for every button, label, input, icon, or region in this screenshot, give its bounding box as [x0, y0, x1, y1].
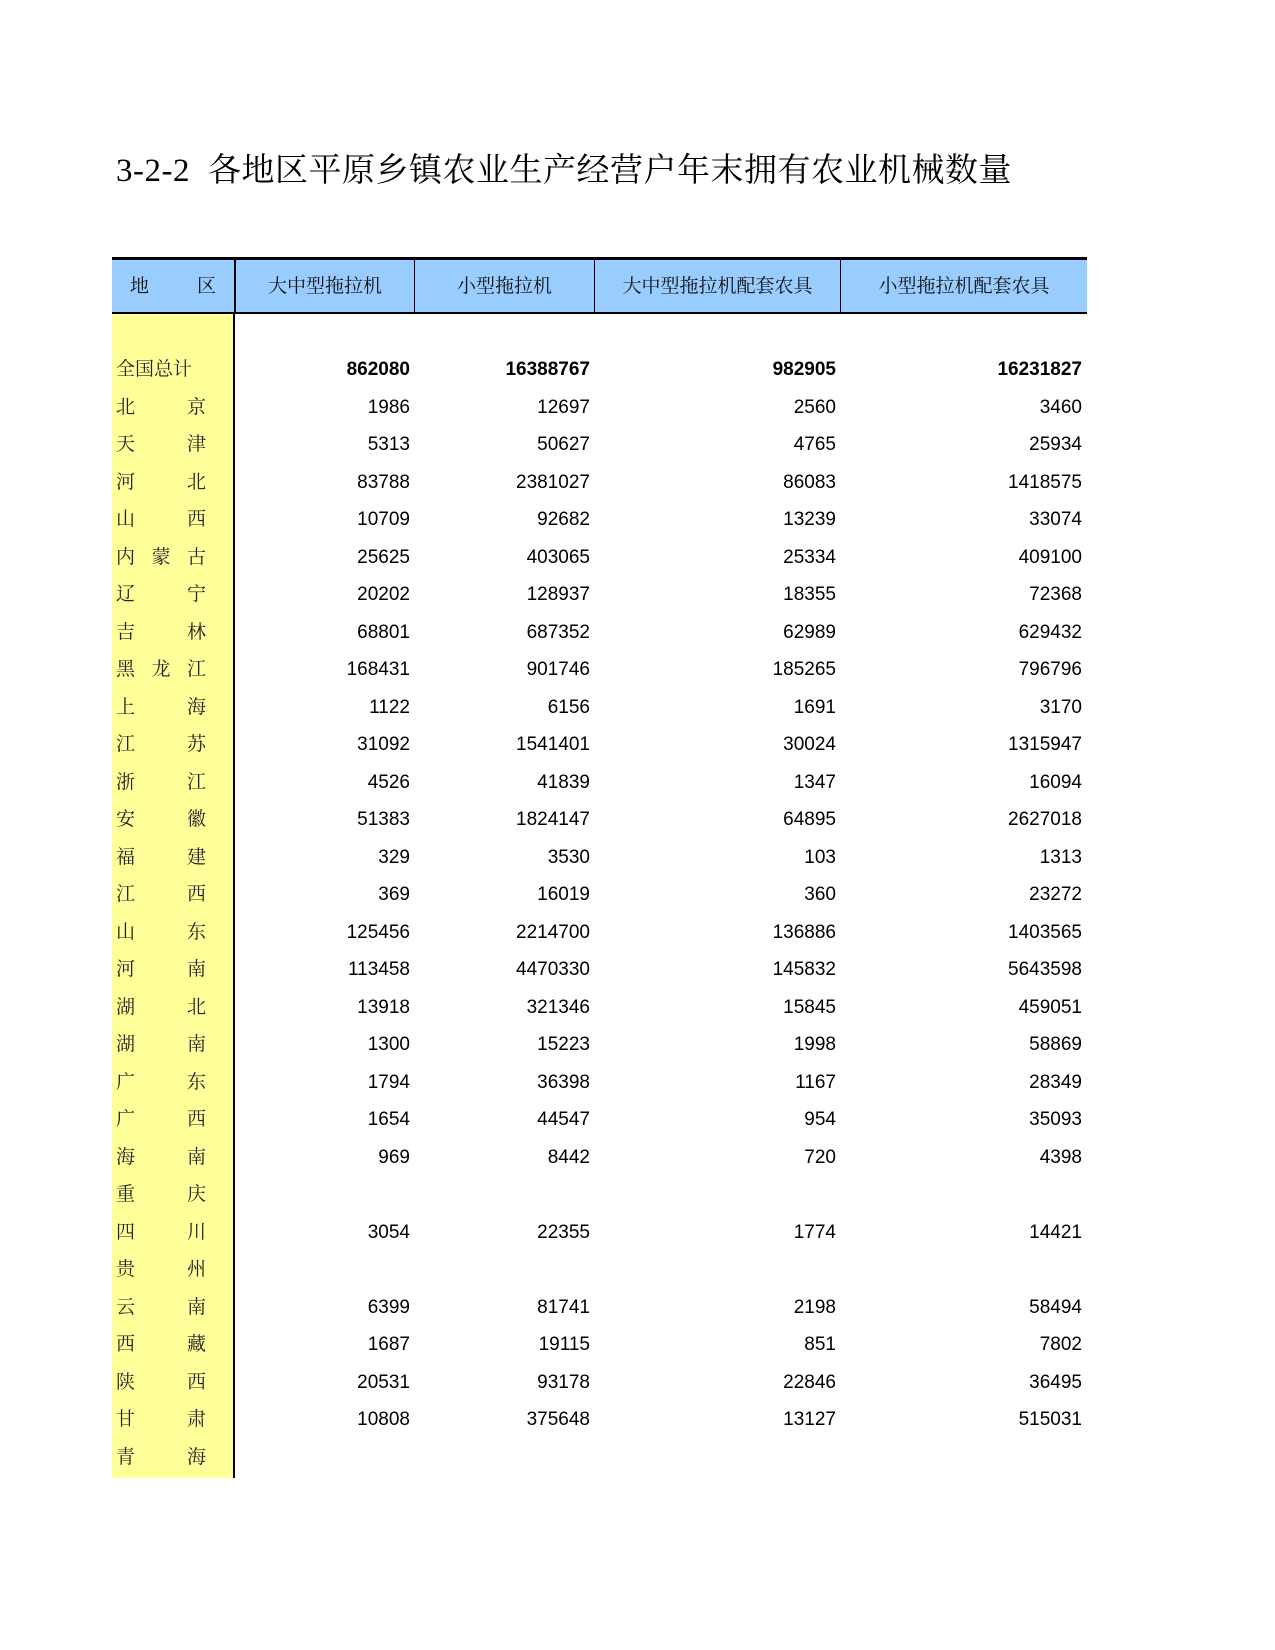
value-small-implements: 16231827: [997, 359, 1082, 380]
table-row: [112, 1289, 1087, 1327]
value-small-tractors: 16388767: [505, 359, 590, 380]
table-row: [112, 1214, 1087, 1252]
value-small-implements: 515031: [1018, 1409, 1082, 1430]
value-small-implements: 1403565: [1008, 921, 1082, 943]
value-small-implements: 58869: [1029, 1034, 1082, 1055]
region-name-part: 西: [186, 508, 206, 530]
region-name: [116, 576, 206, 614]
value-small-tractors: 2214700: [516, 921, 590, 943]
value-large-medium-tractors: 51383: [357, 809, 410, 830]
value-small-implements: 409100: [1018, 546, 1082, 568]
value-small-tractors: 901746: [526, 659, 590, 680]
region-name-part: 湖: [116, 1033, 136, 1055]
table-row: [112, 989, 1087, 1027]
table-row: [112, 576, 1087, 614]
region-name: [116, 1101, 206, 1139]
region-name: [116, 501, 206, 539]
value-small-implements: 7802: [1039, 1334, 1082, 1355]
table-row: [112, 839, 1087, 877]
table-row: [112, 1101, 1087, 1139]
value-small-tractors: 2381027: [516, 471, 590, 493]
region-name-part: 安: [116, 808, 136, 830]
value-small-tractors: 12697: [537, 396, 590, 418]
header-small-implements: 小型拖拉机配套农具: [840, 260, 1087, 312]
value-large-medium-tractors: 125456: [346, 921, 410, 943]
value-small-tractors: 93178: [537, 1371, 590, 1393]
region-name-part: 江: [116, 883, 136, 905]
region-name: [116, 1439, 206, 1477]
value-small-tractors: 3530: [547, 846, 590, 868]
region-name-part: 吉: [116, 620, 136, 643]
table-row: [112, 726, 1087, 764]
value-small-tractors: 44547: [537, 1109, 590, 1130]
table-row: [112, 951, 1087, 989]
region-name-part: 古: [186, 545, 206, 568]
value-large-medium-implements: 1167: [795, 1071, 836, 1093]
value-small-implements: 28349: [1029, 1071, 1082, 1093]
value-large-medium-implements: 1998: [793, 1034, 836, 1055]
value-small-tractors: 22355: [537, 1221, 590, 1243]
value-small-tractors: 1824147: [516, 809, 590, 830]
table-row: [112, 1401, 1087, 1439]
region-name: [116, 1401, 206, 1439]
region-name-part: 广: [116, 1108, 136, 1130]
region-name: [116, 726, 206, 764]
value-small-implements: 16094: [1029, 771, 1082, 793]
value-small-implements: 3460: [1039, 396, 1082, 418]
region-name-part: 西: [116, 1333, 136, 1355]
table-row: [112, 689, 1087, 727]
value-large-medium-implements: 18355: [783, 584, 836, 605]
table-row: [112, 1439, 1087, 1477]
value-small-implements: 5643598: [1008, 959, 1082, 980]
value-large-medium-implements: 62989: [783, 621, 836, 643]
table-row: [112, 764, 1087, 802]
value-large-medium-implements: 13127: [783, 1409, 836, 1430]
table-row: [112, 801, 1087, 839]
region-name: [116, 801, 206, 839]
table-row: [112, 614, 1087, 652]
table-row: [112, 914, 1087, 952]
region-name-part: 东: [186, 1070, 206, 1093]
value-large-medium-tractors: 4526: [367, 771, 410, 793]
table-row: [112, 651, 1087, 689]
region-name-part: 建: [186, 845, 206, 868]
value-small-implements: 36495: [1029, 1371, 1082, 1393]
region-name-part: 津: [186, 433, 206, 455]
region-name-part: 江: [186, 658, 206, 680]
value-small-tractors: 41839: [537, 771, 590, 793]
value-large-medium-tractors: 1687: [367, 1334, 410, 1355]
table-row: [112, 539, 1087, 577]
region-name-part: 西: [186, 1108, 206, 1130]
table-row: [112, 501, 1087, 539]
header-small-tractors: 小型拖拉机: [414, 260, 594, 312]
value-small-implements: 1313: [1039, 846, 1082, 868]
page-title: [116, 144, 1012, 191]
value-small-tractors: 16019: [537, 884, 590, 905]
value-large-medium-tractors: 5313: [367, 434, 410, 455]
region-name-part: 全国总计: [116, 358, 193, 380]
header-large-medium-tractors: 大中型拖拉机: [234, 260, 414, 312]
region-name-part: 江: [116, 733, 136, 755]
region-name-part: 甘: [116, 1408, 136, 1430]
value-large-medium-tractors: 369: [378, 884, 410, 905]
region-name-part: 南: [186, 958, 206, 980]
value-large-medium-tractors: 113458: [348, 959, 410, 980]
region-name-part: 湖: [116, 995, 136, 1018]
header-large-medium-implements: 大中型拖拉机配套农具: [594, 260, 840, 312]
region-name: [116, 1289, 206, 1327]
region-name: [116, 1326, 206, 1364]
value-small-implements: 3170: [1039, 696, 1082, 718]
table-row: [112, 876, 1087, 914]
region-name-part: 南: [186, 1033, 206, 1055]
value-small-tractors: 403065: [526, 546, 590, 568]
region-name-part: 上: [116, 695, 136, 718]
value-large-medium-tractors: 10808: [357, 1409, 410, 1430]
region-name-part: 浙: [116, 770, 136, 793]
value-large-medium-implements: 103: [804, 846, 836, 868]
region-name: [116, 351, 206, 389]
region-name-part: 陕: [116, 1370, 136, 1393]
value-large-medium-tractors: 31092: [357, 734, 410, 755]
region-name-part: 青: [116, 1445, 136, 1468]
value-large-medium-implements: 22846: [783, 1371, 836, 1393]
value-large-medium-tractors: 3054: [367, 1221, 410, 1243]
value-small-implements: 796796: [1018, 659, 1082, 680]
value-large-medium-implements: 185265: [772, 659, 836, 680]
header-region: [112, 260, 234, 312]
region-name: [116, 651, 206, 689]
value-small-tractors: 50627: [537, 434, 590, 455]
value-large-medium-implements: 25334: [783, 546, 836, 568]
region-name-part: 内: [116, 545, 136, 568]
value-small-tractors: 4470330: [516, 959, 590, 980]
region-name-part: 徽: [186, 808, 206, 830]
value-small-implements: 14421: [1029, 1221, 1082, 1243]
region-name-part: 北: [116, 395, 136, 418]
table-row: [112, 1139, 1087, 1177]
region-name: [116, 1214, 206, 1252]
value-large-medium-implements: 15845: [783, 996, 836, 1018]
value-small-tractors: 19115: [538, 1334, 590, 1355]
region-name-part: 贵: [116, 1258, 136, 1280]
region-name-part: 重: [116, 1183, 136, 1205]
region-name-part: 辽: [116, 583, 136, 605]
region-name: [116, 914, 206, 952]
table-row: [112, 1251, 1087, 1289]
value-large-medium-implements: 851: [804, 1334, 836, 1355]
machinery-table: [112, 257, 1087, 1468]
value-large-medium-implements: 1691: [793, 696, 836, 718]
table-row: [112, 1064, 1087, 1102]
region-name-part: 庆: [186, 1183, 206, 1205]
value-large-medium-implements: 2560: [793, 396, 836, 418]
value-large-medium-tractors: 10709: [357, 509, 410, 530]
value-small-implements: 25934: [1029, 434, 1082, 455]
value-small-tractors: 81741: [537, 1296, 590, 1318]
value-large-medium-tractors: 1794: [367, 1071, 410, 1093]
value-small-tractors: 1541401: [516, 734, 590, 755]
region-name-part: 山: [116, 508, 136, 530]
value-small-implements: 1315947: [1008, 734, 1082, 755]
region-name-part: 海: [186, 1445, 206, 1468]
value-large-medium-implements: 1347: [793, 771, 836, 793]
region-name-part: 山: [116, 920, 136, 943]
region-name-part: 西: [186, 883, 206, 905]
region-name: [116, 839, 206, 877]
region-name-part: 川: [186, 1220, 206, 1243]
region-name-part: 四: [116, 1220, 136, 1243]
region-name-part: 南: [186, 1145, 206, 1168]
table-number: 3-2-2: [116, 153, 190, 189]
region-name-part: 海: [116, 1145, 136, 1168]
value-small-tractors: 36398: [537, 1071, 590, 1093]
value-small-implements: 33074: [1029, 509, 1082, 530]
region-name: [116, 389, 206, 427]
region-name-part: 海: [186, 695, 206, 718]
region-name-part: 龙: [151, 658, 171, 680]
value-large-medium-tractors: 1122: [369, 696, 410, 718]
value-small-tractors: 687352: [526, 621, 590, 643]
value-large-medium-implements: 145832: [772, 959, 836, 980]
region-name-part: 福: [116, 845, 136, 868]
region-name-part: 北: [186, 470, 206, 493]
region-name: [116, 1139, 206, 1177]
value-large-medium-implements: 360: [804, 884, 836, 905]
value-small-implements: 629432: [1018, 621, 1082, 643]
region-name: [116, 1064, 206, 1102]
value-large-medium-tractors: 25625: [357, 546, 410, 568]
value-small-implements: 459051: [1018, 996, 1082, 1018]
value-large-medium-tractors: 1300: [367, 1034, 410, 1055]
value-large-medium-tractors: 969: [378, 1146, 410, 1168]
value-small-tractors: 128937: [526, 584, 590, 605]
value-large-medium-tractors: 13918: [357, 996, 410, 1018]
value-large-medium-implements: 720: [804, 1146, 836, 1168]
region-name-part: 州: [186, 1258, 206, 1280]
value-large-medium-tractors: 20202: [357, 584, 410, 605]
region-name: [116, 951, 206, 989]
value-small-tractors: 15223: [537, 1034, 590, 1055]
header-region-char-2: 区: [196, 275, 216, 297]
table-header: [112, 257, 1087, 314]
region-name: [116, 614, 206, 652]
region-name: [116, 876, 206, 914]
table-title-text: 各地区平原乡镇农业生产经营户年末拥有农业机械数量: [207, 153, 1012, 189]
region-name-part: 南: [186, 1295, 206, 1318]
value-large-medium-implements: 136886: [772, 921, 836, 943]
region-name-part: 广: [116, 1070, 136, 1093]
value-small-implements: 4398: [1039, 1146, 1082, 1168]
table-row: [112, 1026, 1087, 1064]
region-name-part: 北: [186, 995, 206, 1018]
header-region-char-1: 地: [130, 275, 150, 297]
value-large-medium-tractors: 862080: [346, 359, 410, 380]
region-name: [116, 1251, 206, 1289]
value-large-medium-implements: 4765: [793, 434, 836, 455]
value-large-medium-implements: 2198: [793, 1296, 836, 1318]
value-large-medium-tractors: 168431: [346, 659, 410, 680]
table-row: [112, 426, 1087, 464]
region-name: [116, 539, 206, 577]
value-small-tractors: 8442: [547, 1146, 590, 1168]
region-name-part: 天: [116, 433, 136, 455]
table-row: [112, 351, 1087, 389]
region-name-part: 蒙: [151, 545, 171, 568]
value-small-tractors: 92682: [537, 509, 590, 530]
region-name-part: 江: [186, 770, 206, 793]
value-large-medium-implements: 13239: [783, 509, 836, 530]
value-small-implements: 1418575: [1008, 471, 1082, 493]
value-small-implements: 72368: [1029, 584, 1082, 605]
value-small-tractors: 321346: [526, 996, 590, 1018]
region-name-part: 苏: [186, 733, 206, 755]
value-small-implements: 58494: [1029, 1296, 1082, 1318]
value-small-implements: 23272: [1029, 884, 1082, 905]
value-large-medium-tractors: 68801: [357, 621, 410, 643]
value-small-implements: 2627018: [1008, 809, 1082, 830]
value-large-medium-implements: 30024: [783, 734, 836, 755]
value-large-medium-implements: 982905: [772, 359, 836, 380]
value-large-medium-implements: 64895: [783, 809, 836, 830]
table-row: [112, 389, 1087, 427]
value-small-implements: 35093: [1029, 1109, 1082, 1130]
table-row: [112, 1364, 1087, 1402]
region-name: [116, 1364, 206, 1402]
region-name-part: 宁: [186, 583, 206, 605]
value-large-medium-tractors: 83788: [357, 471, 410, 493]
value-large-medium-tractors: 6399: [367, 1296, 410, 1318]
region-name: [116, 1026, 206, 1064]
region-name-part: 西: [186, 1370, 206, 1393]
region-name: [116, 764, 206, 802]
region-name-part: 河: [116, 470, 136, 493]
value-large-medium-tractors: 1986: [367, 396, 410, 418]
region-name-part: 东: [186, 920, 206, 943]
value-large-medium-tractors: 329: [378, 846, 410, 868]
region-name-part: 河: [116, 958, 136, 980]
value-small-tractors: 375648: [526, 1409, 590, 1430]
region-name-part: 黑: [116, 658, 136, 680]
region-name-part: 肃: [186, 1408, 206, 1430]
table-row: [112, 464, 1087, 502]
region-name: [116, 989, 206, 1027]
value-large-medium-implements: 954: [804, 1109, 836, 1130]
region-name-part: 云: [116, 1295, 136, 1318]
value-small-tractors: 6156: [547, 696, 590, 718]
value-large-medium-implements: 86083: [783, 471, 836, 493]
region-name: [116, 426, 206, 464]
region-name-part: 林: [186, 620, 206, 643]
table-row: [112, 1176, 1087, 1214]
region-name-part: 藏: [186, 1333, 206, 1355]
value-large-medium-tractors: 1654: [367, 1109, 410, 1130]
value-large-medium-implements: 1774: [793, 1221, 836, 1243]
value-large-medium-tractors: 20531: [357, 1371, 410, 1393]
region-name: [116, 1176, 206, 1214]
region-name: [116, 464, 206, 502]
region-name: [116, 689, 206, 727]
region-name-part: 京: [186, 395, 206, 418]
table-row: [112, 1326, 1087, 1364]
